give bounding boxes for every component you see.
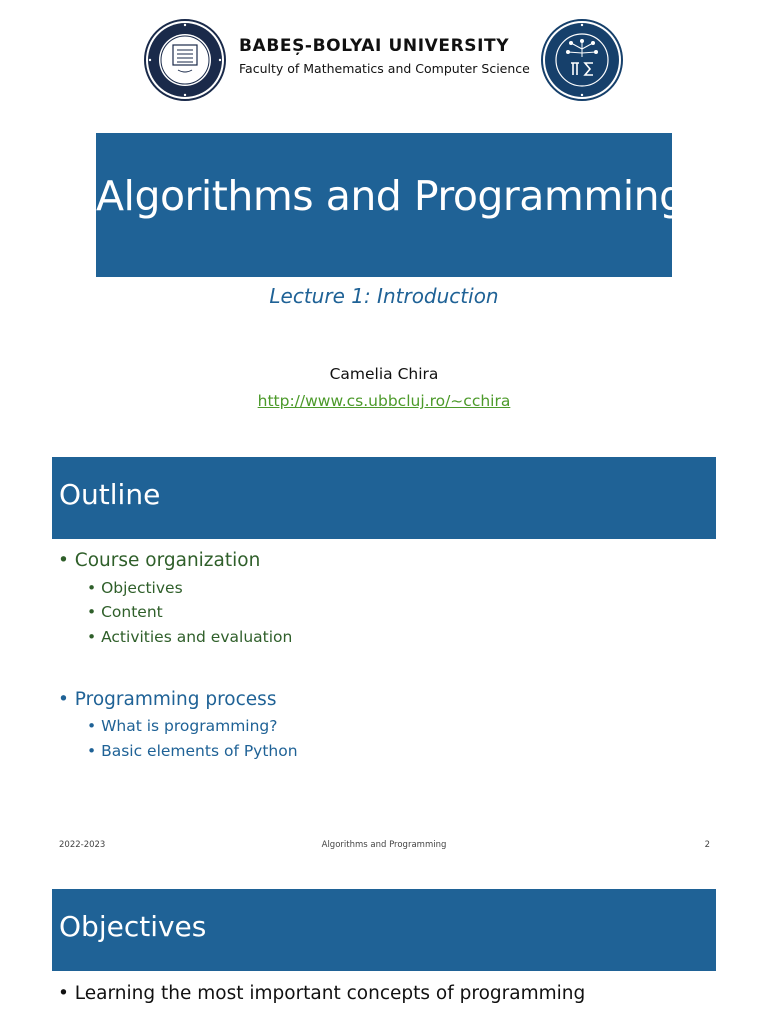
author-url-link[interactable]: http://www.cs.ubbcluj.ro/~cchira [257, 392, 511, 410]
outline-heading: Outline [59, 478, 161, 511]
footer-page-number: 2 [704, 840, 710, 850]
outline-item [87, 579, 183, 597]
lecture-subtitle: Lecture 1: Introduction [269, 284, 499, 308]
author-url-container [0, 392, 768, 410]
section-label: Programming process [74, 689, 277, 710]
objectives-bullet [58, 983, 585, 1004]
outline-item [87, 628, 292, 646]
footer-course: Algorithms and Programming [321, 840, 447, 850]
bullet-dot: • [58, 983, 75, 1004]
item-label: Objectives [101, 579, 183, 597]
objectives-heading: Objectives [59, 910, 207, 943]
university-name: BABEȘ-BOLYAI UNIVERSITY [239, 36, 510, 56]
outline-item [87, 717, 278, 735]
author-name: Camelia Chira [329, 365, 439, 383]
item-label: Content [101, 603, 163, 621]
bullet-dot: • [58, 689, 75, 710]
university-seal-icon [144, 19, 226, 101]
math-cs-faculty-seal-icon [541, 19, 623, 101]
outline-item [87, 603, 163, 621]
bullet-dot: • [87, 603, 102, 621]
bullet-dot: • [87, 717, 102, 735]
outline-section-programming [58, 689, 276, 710]
faculty-name: Faculty of Mathematics and Computer Science [239, 61, 530, 76]
outline-section-course [58, 550, 260, 571]
bullet-dot: • [87, 742, 102, 760]
faculty-seal-right [541, 19, 623, 106]
item-label: What is programming? [101, 717, 278, 735]
item-label: Activities and evaluation [101, 628, 293, 646]
bullet-text: Learning the most important concepts of programming [74, 983, 586, 1004]
item-label: Basic elements of Python [101, 742, 298, 760]
outline-item [87, 742, 298, 760]
bullet-dot: • [87, 628, 102, 646]
presentation-title: Algorithms and Programming [96, 172, 685, 220]
footer-year: 2022-2023 [59, 840, 106, 850]
section-label: Course organization [74, 550, 261, 571]
university-seal-left [144, 19, 226, 106]
bullet-dot: • [58, 550, 75, 571]
bullet-dot: • [87, 579, 102, 597]
